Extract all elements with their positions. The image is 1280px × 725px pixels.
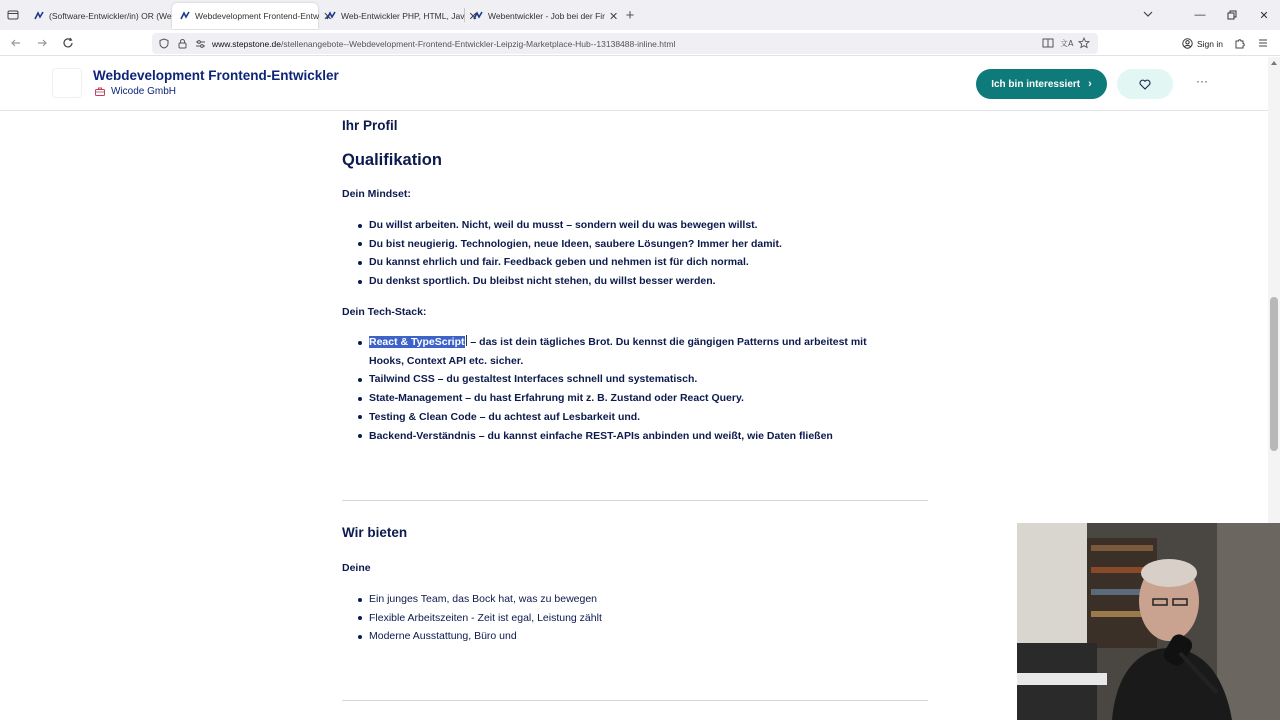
list-item: Ein junges Team, das Bock hat, was zu bewegen <box>357 590 602 609</box>
extensions-icon[interactable] <box>1231 34 1249 52</box>
forward-arrow-icon[interactable] <box>30 31 54 55</box>
list-all-tabs-icon[interactable] <box>0 0 26 30</box>
restore-icon[interactable] <box>1216 0 1248 30</box>
profile-heading: Ihr Profil <box>342 118 398 133</box>
text-cursor <box>466 335 467 346</box>
save-job-button[interactable] <box>1117 69 1173 99</box>
qualification-heading: Qualifikation <box>342 151 442 169</box>
list-item: Du kannst ehrlich und fair. Feedback geben und nehmen ist für dich normal. <box>357 253 782 272</box>
reader-view-icon[interactable] <box>1042 37 1054 49</box>
reload-icon[interactable] <box>56 31 80 55</box>
list-item: State-Management – du hast Erfahrung mit z. B. Zustand oder React Query. <box>357 389 932 408</box>
permissions-icon[interactable] <box>194 38 206 50</box>
tab-close-icon[interactable]: ✕ <box>609 10 619 23</box>
tab-close-icon[interactable]: ✕ <box>323 10 333 23</box>
stepstone-favicon-icon <box>34 11 44 21</box>
chevron-down-icon[interactable] <box>1141 7 1155 21</box>
tab-label: (Software-Entwickler/in) OR (We <box>49 11 172 21</box>
app-menu-icon[interactable] <box>1254 34 1272 52</box>
webcam-overlay <box>1017 523 1280 720</box>
translate-icon[interactable] <box>1060 37 1072 49</box>
tab-3[interactable] <box>318 3 478 29</box>
list-item: Backend-Verständnis – du kannst einfache REST-APIs anbinden und weißt, wie Daten fließen <box>357 427 932 446</box>
tab-4[interactable] <box>465 3 619 29</box>
tab-label: Web-Entwickler PHP, HTML, Jav <box>341 11 465 21</box>
tab-label: Webentwickler - Job bei der Fir <box>488 11 605 21</box>
list-item: Du denkst sportlich. Du bleibst nicht stehen, du willst besser werden. <box>357 272 782 291</box>
scroll-up-arrow-icon[interactable] <box>1270 59 1278 67</box>
tracking-shield-icon[interactable] <box>158 38 170 50</box>
tech-stack-label: Dein Tech-Stack: <box>342 306 427 318</box>
tab-1[interactable] <box>26 3 172 29</box>
account-icon <box>1182 38 1193 49</box>
lock-icon[interactable] <box>176 38 188 50</box>
url-bar[interactable] <box>152 33 1098 54</box>
tab-close-icon[interactable]: ✕ <box>468 10 478 23</box>
section-divider <box>342 500 928 501</box>
job-sticky-header <box>0 57 1268 111</box>
list-item-text: – das ist dein tägliches Brot. Du kennst die gängigen Patterns und arbeitest mit <box>467 336 867 348</box>
tab-2[interactable] <box>172 3 333 29</box>
section-divider <box>342 700 928 701</box>
sign-in-label: Sign in <box>1197 38 1223 49</box>
tab-label: Webdevelopment Frontend-Entw <box>195 11 320 21</box>
heart-icon <box>1139 79 1151 90</box>
webcam-person-image <box>1017 523 1280 720</box>
list-item: Moderne Ausstattung, Büro und <box>357 627 602 646</box>
list-item: Tailwind CSS – du gestaltest Interfaces schnell und systematisch. <box>357 370 932 389</box>
offer-heading: Wir bieten <box>342 525 408 540</box>
stepstone-favicon-icon <box>326 11 336 21</box>
minimize-icon[interactable]: — <box>1194 9 1206 21</box>
tab-bar <box>0 0 1280 30</box>
close-window-icon[interactable]: ✕ <box>1259 9 1269 22</box>
mindset-list <box>357 216 782 291</box>
selected-text[interactable]: React & TypeScript <box>369 336 465 348</box>
list-item: Testing & Clean Code – du achtest auf Lesbarkeit und. <box>357 408 932 427</box>
chevron-right-icon: › <box>1088 78 1092 90</box>
list-item <box>357 333 932 370</box>
url-actions <box>1042 37 1090 49</box>
bookmark-star-icon[interactable] <box>1078 37 1090 49</box>
new-tab-plus-icon[interactable]: + <box>625 6 635 24</box>
stepstone-favicon-icon <box>180 11 190 21</box>
company-name: Wicode GmbH <box>111 86 177 97</box>
navigation-bar <box>0 30 1280 56</box>
more-options-button[interactable]: ··· <box>1196 74 1208 88</box>
interested-button-label: Ich bin interessiert <box>991 78 1081 90</box>
back-arrow-icon[interactable] <box>4 31 28 55</box>
window-controls <box>1184 0 1280 30</box>
scrollbar-thumb[interactable] <box>1270 297 1278 451</box>
url-path: /stellenangebote--Webdevelopment-Frontend-Entwickler-Leipzig-Marketplace-Hub--13138488-inline.html <box>280 38 676 49</box>
briefcase-icon <box>95 87 105 96</box>
list-item: Du bist neugierig. Technologien, neue Ideen, saubere Lösungen? Immer her damit. <box>357 235 782 254</box>
job-title: Webdevelopment Frontend-Entwickler <box>93 68 339 83</box>
list-item: Du willst arbeiten. Nicht, weil du musst – sondern weil du was bewegen willst. <box>357 216 782 235</box>
stepstone-favicon-icon <box>473 11 483 21</box>
tech-stack-list <box>357 333 932 445</box>
interested-button[interactable] <box>976 69 1107 99</box>
sign-in-button[interactable] <box>1177 34 1228 53</box>
company-name-row[interactable] <box>95 86 176 97</box>
list-item-text: Hooks, Context API etc. sicher. <box>369 354 524 367</box>
list-item: Flexible Arbeitszeiten - Zeit ist egal, Leistung zählt <box>357 609 602 628</box>
mindset-label: Dein Mindset: <box>342 188 411 200</box>
url-host: www.stepstone.de <box>212 38 281 49</box>
company-logo <box>52 68 82 98</box>
offer-label: Deine <box>342 562 371 574</box>
offer-list <box>357 590 602 646</box>
svg-text:文A: 文A <box>1060 39 1074 48</box>
